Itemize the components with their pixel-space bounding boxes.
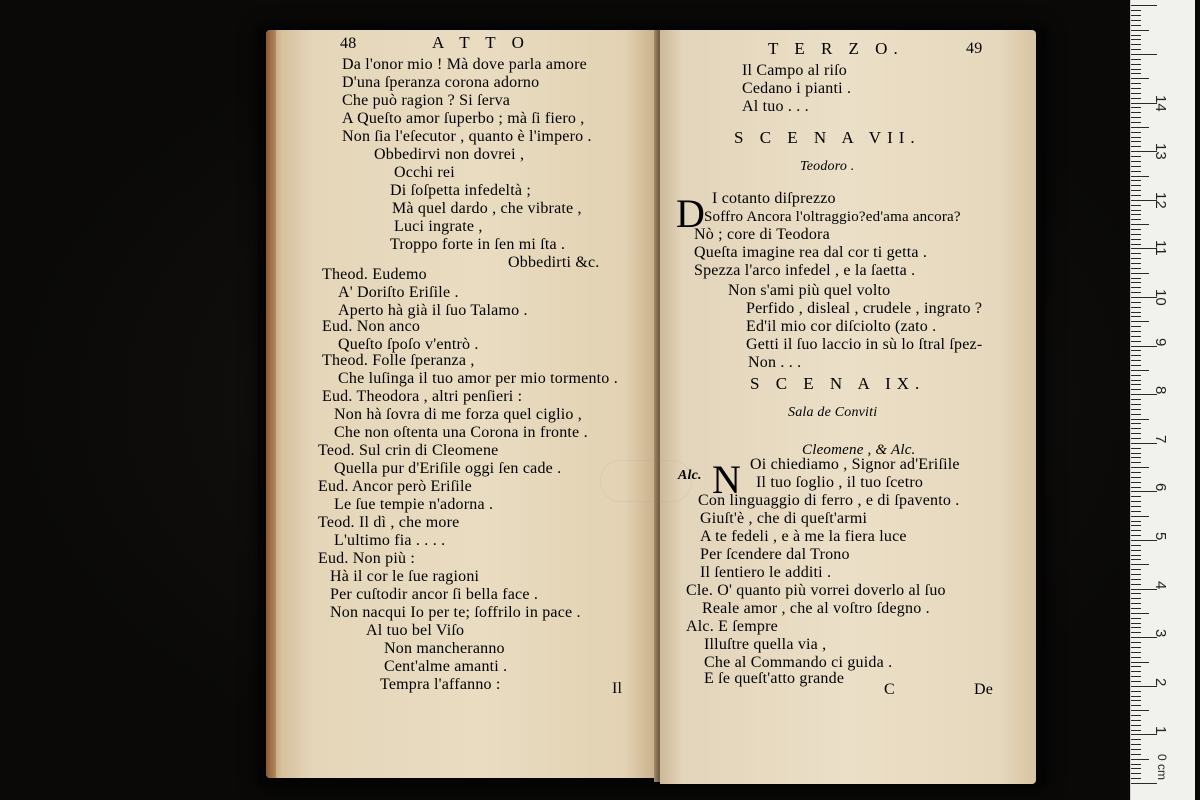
ruler-tick bbox=[1131, 389, 1141, 390]
signature-mark: C bbox=[884, 681, 895, 698]
left-page-line: Teod. Il dì , che more bbox=[318, 514, 460, 531]
ruler-tick bbox=[1131, 691, 1141, 692]
ruler-tick bbox=[1131, 73, 1141, 74]
ruler-tick bbox=[1131, 662, 1149, 663]
left-page-line: A Queſto amor ſuperbo ; mà ſi fiero , bbox=[342, 110, 585, 127]
ruler-tick bbox=[1131, 521, 1141, 522]
ruler-tick bbox=[1131, 564, 1149, 565]
ruler-tick bbox=[1131, 579, 1141, 580]
ruler-number: 11 bbox=[1152, 240, 1169, 256]
ruler-tick bbox=[1131, 219, 1141, 220]
ruler-tick bbox=[1131, 224, 1149, 225]
ruler-tick bbox=[1131, 287, 1141, 288]
ruler-number: 2 bbox=[1152, 677, 1169, 687]
ruler-tick bbox=[1131, 88, 1141, 89]
left-page-line: Aperto hà già il ſuo Talamo . bbox=[338, 302, 528, 319]
ruler-tick bbox=[1131, 258, 1141, 259]
ruler-tick bbox=[1131, 5, 1157, 6]
ruler-tick bbox=[1131, 141, 1141, 142]
ruler-tick bbox=[1131, 59, 1141, 60]
ruler-tick bbox=[1131, 511, 1141, 512]
ruler-tick bbox=[1131, 370, 1149, 371]
scene-9-line: Cle. O' quanto più vorrei doverlo al ſuo bbox=[686, 582, 946, 599]
left-page-line: Eud. Non anco bbox=[322, 318, 421, 335]
ruler-tick bbox=[1131, 477, 1141, 478]
left-page-line: Non hà ſovra di me forza quel ciglio , bbox=[334, 406, 582, 423]
left-page-line: Che può ragion ? Si ſerva bbox=[342, 92, 511, 109]
ruler-tick bbox=[1131, 185, 1141, 186]
ruler-tick bbox=[1131, 214, 1141, 215]
ruler-number: 8 bbox=[1152, 386, 1169, 395]
ruler-tick bbox=[1131, 336, 1141, 337]
ruler-tick bbox=[1131, 720, 1141, 721]
left-page-line: Hà il cor le ſue ragioni bbox=[330, 568, 480, 585]
scene-9-characters: Cleomene , & Alc. bbox=[802, 442, 916, 458]
ruler-tick bbox=[1131, 263, 1141, 264]
ruler-tick bbox=[1131, 462, 1141, 463]
scene-9-line: Reale amor , che al voſtro ſdegno . bbox=[702, 600, 930, 617]
scene-9-line: Per ſcendere dal Trono bbox=[700, 546, 850, 563]
ruler-tick bbox=[1131, 78, 1149, 79]
ruler-tick bbox=[1131, 234, 1141, 235]
left-page-line: Cent'alme amanti . bbox=[384, 658, 508, 675]
ruler-tick bbox=[1131, 414, 1141, 415]
ruler-tick bbox=[1131, 49, 1141, 50]
ruler-tick bbox=[1131, 161, 1141, 162]
ruler-tick bbox=[1131, 574, 1141, 575]
ruler-tick bbox=[1131, 409, 1141, 410]
left-page-line: L'ultimo fia . . . . bbox=[334, 532, 446, 549]
scene-7-line: Spezza l'arco infedel , e la ſaetta . bbox=[694, 262, 916, 279]
library-watermark bbox=[600, 460, 692, 502]
ruler-tick bbox=[1131, 783, 1157, 784]
left-page-line: Per cuſtodir ancor ſi bella face . bbox=[330, 586, 539, 603]
scene-9-line: Il tuo ſoglio , il tuo ſcetro bbox=[756, 474, 924, 491]
left-page-line: Tempra l'affanno : bbox=[380, 676, 501, 693]
right-page-line: Al tuo . . . bbox=[742, 98, 809, 115]
ruler-tick bbox=[1131, 453, 1141, 454]
left-running-head: A T T O bbox=[432, 33, 530, 52]
ruler-tick bbox=[1131, 768, 1141, 769]
ruler-tick bbox=[1131, 176, 1149, 177]
ruler-tick bbox=[1131, 355, 1141, 356]
ruler-tick bbox=[1131, 137, 1141, 138]
scene-9-line: Oi chiediamo , Signor ad'Eriſile bbox=[750, 456, 960, 473]
scene-9-setting: Sala de Conviti bbox=[788, 405, 878, 420]
ruler-tick bbox=[1131, 39, 1141, 40]
ruler-tick bbox=[1131, 734, 1157, 735]
scene-9-line: E ſe queſt'atto grande bbox=[704, 670, 845, 687]
left-page-line: Queſto ſpoſo v'entrò . bbox=[338, 336, 479, 353]
ruler-tick bbox=[1131, 316, 1141, 317]
ruler-tick bbox=[1131, 545, 1141, 546]
scene-9-line: Con linguaggio di ferro , e di ſpavento . bbox=[698, 492, 960, 509]
ruler-tick bbox=[1131, 491, 1157, 492]
ruler-tick bbox=[1131, 759, 1149, 760]
left-page-line: Non ſia l'eſecutor , quanto è l'impero . bbox=[342, 128, 592, 145]
ruler-tick bbox=[1131, 25, 1141, 26]
left-page-line: Le ſue tempie n'adorna . bbox=[334, 496, 494, 513]
ruler-tick bbox=[1131, 171, 1141, 172]
ruler-tick bbox=[1131, 569, 1141, 570]
left-page-line: Da l'onor mio ! Mà dove parla amore bbox=[342, 56, 587, 73]
ruler-tick bbox=[1131, 647, 1141, 648]
ruler-tick bbox=[1131, 618, 1141, 619]
ruler-tick bbox=[1131, 623, 1141, 624]
left-page-line: Theod. Eudemo bbox=[322, 266, 427, 283]
ruler-tick bbox=[1131, 438, 1141, 439]
scene-9-line: Illuſtre quella via , bbox=[704, 636, 827, 653]
ruler-tick bbox=[1131, 292, 1141, 293]
scene-9-line: Il ſentiero le additi . bbox=[700, 564, 832, 581]
ruler-tick bbox=[1131, 559, 1141, 560]
scene-7-title: S C E N A VII. bbox=[734, 128, 921, 147]
ruler-tick bbox=[1131, 700, 1141, 701]
ruler-tick bbox=[1131, 98, 1141, 99]
ruler-tick bbox=[1131, 268, 1141, 269]
ruler-tick bbox=[1131, 156, 1141, 157]
ruler-tick bbox=[1131, 472, 1141, 473]
scene-9-line: Giuſt'è , che di queſt'armi bbox=[700, 510, 868, 527]
ruler-number: 12 bbox=[1152, 191, 1169, 209]
ruler-tick bbox=[1131, 681, 1141, 682]
ruler-tick bbox=[1131, 117, 1141, 118]
ruler-tick bbox=[1131, 239, 1141, 240]
ruler-tick bbox=[1131, 501, 1141, 502]
left-page-line: Troppo forte in ſen mi ſta . bbox=[390, 236, 566, 253]
ruler-tick bbox=[1131, 676, 1141, 677]
ruler-tick bbox=[1131, 666, 1141, 667]
ruler-number: 7 bbox=[1152, 434, 1169, 444]
ruler-tick bbox=[1131, 180, 1141, 181]
ruler-tick bbox=[1131, 302, 1141, 303]
scene-9-line: A te fedeli , e à me la fiera luce bbox=[700, 528, 907, 545]
ruler-tick bbox=[1131, 448, 1141, 449]
scene-7-line: Perfido , disleal , crudele , ingrato ? bbox=[746, 300, 983, 317]
ruler-tick bbox=[1131, 627, 1141, 628]
ruler-tick bbox=[1131, 657, 1141, 658]
ruler-tick bbox=[1131, 730, 1141, 731]
ruler-tick bbox=[1131, 715, 1141, 716]
ruler-tick bbox=[1131, 603, 1141, 604]
ruler-tick bbox=[1131, 365, 1141, 366]
ruler-tick bbox=[1131, 166, 1141, 167]
left-page-line: Di ſoſpetta infedeltà ; bbox=[390, 182, 531, 199]
ruler-tick bbox=[1131, 744, 1141, 745]
ruler-tick bbox=[1131, 778, 1141, 779]
ruler-tick bbox=[1131, 326, 1141, 327]
ruler-tick bbox=[1131, 428, 1141, 429]
ruler-tick bbox=[1131, 146, 1141, 147]
ruler-tick bbox=[1131, 487, 1141, 488]
scene-9-speaker: Alc. bbox=[678, 468, 702, 483]
ruler-tick bbox=[1131, 44, 1141, 45]
ruler-tick bbox=[1131, 253, 1141, 254]
ruler-number: 9 bbox=[1152, 337, 1169, 346]
ruler-tick bbox=[1131, 30, 1149, 31]
ruler-zero-label: 0 cm bbox=[1155, 754, 1169, 781]
ruler-tick bbox=[1131, 35, 1141, 36]
ruler-tick bbox=[1131, 457, 1141, 458]
ruler-tick bbox=[1131, 598, 1141, 599]
ruler-tick bbox=[1131, 419, 1149, 420]
ruler-number: 6 bbox=[1152, 483, 1169, 492]
ruler-tick bbox=[1131, 632, 1141, 633]
ruler-tick bbox=[1131, 341, 1141, 342]
ruler-tick bbox=[1131, 107, 1141, 108]
scene-9-title: S C E N A IX. bbox=[750, 374, 926, 393]
ruler-tick bbox=[1131, 696, 1141, 697]
ruler-tick bbox=[1131, 132, 1141, 133]
left-page-line: Teod. Sul crin di Cleomene bbox=[318, 442, 499, 459]
left-page-line: A' Doriſto Eriſile . bbox=[338, 284, 459, 301]
left-page-line: Obbedirvi non dovrei , bbox=[374, 146, 525, 163]
ruler-tick bbox=[1131, 433, 1141, 434]
ruler-tick bbox=[1131, 360, 1141, 361]
scene-7-line: Non s'ami più quel volto bbox=[728, 282, 891, 299]
right-page-number: 49 bbox=[966, 40, 983, 57]
left-page-number: 48 bbox=[340, 35, 357, 52]
ruler-tick bbox=[1131, 307, 1141, 308]
scene-7-character: Teodoro . bbox=[800, 159, 855, 174]
ruler-tick bbox=[1131, 399, 1141, 400]
ruler-tick bbox=[1131, 93, 1141, 94]
ruler-tick bbox=[1131, 725, 1141, 726]
ruler-tick bbox=[1131, 530, 1141, 531]
scene-7-line: I cotanto diſprezzo bbox=[712, 190, 836, 207]
ruler-tick bbox=[1131, 69, 1141, 70]
left-page-line: Non nacqui Io per te; ſoffrilo in pace . bbox=[330, 604, 581, 621]
right-page-line: Il Campo al riſo bbox=[742, 62, 847, 79]
ruler-tick bbox=[1131, 482, 1141, 483]
ruler-tick bbox=[1131, 525, 1141, 526]
left-catchword: Il bbox=[612, 680, 623, 697]
ruler-tick bbox=[1131, 278, 1141, 279]
ruler-tick bbox=[1131, 404, 1141, 405]
ruler-tick bbox=[1131, 384, 1141, 385]
ruler-tick bbox=[1131, 550, 1141, 551]
ruler-tick bbox=[1131, 535, 1141, 536]
ruler-number: 4 bbox=[1152, 580, 1169, 589]
left-page-line: Che non oſtenta una Corona in fronte . bbox=[334, 424, 588, 441]
ruler-tick bbox=[1131, 54, 1157, 55]
scene-9-line: Alc. E ſempre bbox=[686, 618, 778, 635]
ruler-tick bbox=[1131, 312, 1141, 313]
measurement-ruler bbox=[1130, 0, 1195, 800]
ruler-tick bbox=[1131, 613, 1149, 614]
ruler-number: 5 bbox=[1152, 532, 1169, 541]
scene-7-initial: D bbox=[676, 191, 705, 236]
ruler-tick bbox=[1131, 210, 1141, 211]
left-page-line: Occhi rei bbox=[394, 164, 455, 181]
scene-7-line: Queſta imagine rea dal cor ti getta . bbox=[694, 244, 928, 261]
scene-9-initial: N bbox=[712, 457, 741, 502]
ruler-tick bbox=[1131, 749, 1141, 750]
ruler-tick bbox=[1131, 282, 1141, 283]
ruler-tick bbox=[1131, 112, 1141, 113]
ruler-tick bbox=[1131, 350, 1141, 351]
ruler-tick bbox=[1131, 190, 1141, 191]
ruler-tick bbox=[1131, 506, 1141, 507]
ruler-tick bbox=[1131, 467, 1149, 468]
scene-7-line: Soffro Ancora l'oltraggio?ed'ama ancora? bbox=[704, 209, 961, 225]
left-page-line: Eud. Theodora , altri penſieri : bbox=[322, 388, 523, 405]
ruler-number: 3 bbox=[1152, 629, 1169, 638]
ruler-tick bbox=[1131, 244, 1141, 245]
left-page-line: Al tuo bel Viſo bbox=[366, 622, 465, 639]
ruler-tick bbox=[1131, 205, 1141, 206]
right-page-line: Cedano i pianti . bbox=[742, 80, 852, 97]
ruler-tick bbox=[1131, 331, 1141, 332]
ruler-tick bbox=[1131, 516, 1149, 517]
left-page-line: Mà quel dardo , che vibrate , bbox=[392, 200, 582, 217]
scene-9-line: Che al Commando ci guida . bbox=[704, 654, 893, 671]
left-page-line: D'una ſperanza corona adorno bbox=[342, 74, 540, 91]
scene-7-line: Getti il ſuo laccio in sù lo ſtral ſpez- bbox=[746, 336, 983, 353]
ruler-number: 1 bbox=[1152, 726, 1169, 735]
ruler-tick bbox=[1131, 273, 1149, 274]
left-page-line: Che luſinga il tuo amor per mio tormento . bbox=[338, 370, 618, 387]
ruler-number: 10 bbox=[1152, 289, 1169, 306]
left-page-line: Eud. Ancor però Eriſile bbox=[318, 478, 472, 495]
ruler-number: 13 bbox=[1152, 143, 1169, 160]
ruler-tick bbox=[1131, 423, 1141, 424]
left-page-line: Quella pur d'Eriſile oggi ſen cade . bbox=[334, 460, 562, 477]
ruler-tick bbox=[1131, 739, 1141, 740]
left-page-line: Obbedirti &c. bbox=[508, 254, 600, 271]
right-running-head: T E R Z O. bbox=[768, 39, 904, 58]
ruler-tick bbox=[1131, 375, 1141, 376]
ruler-tick bbox=[1131, 15, 1141, 16]
ruler-tick bbox=[1131, 83, 1141, 84]
ruler-tick bbox=[1131, 64, 1141, 65]
ruler-tick bbox=[1131, 652, 1141, 653]
right-catchword: De bbox=[974, 681, 994, 698]
ruler-tick bbox=[1131, 671, 1141, 672]
ruler-tick bbox=[1131, 555, 1141, 556]
ruler-tick bbox=[1131, 127, 1149, 128]
ruler-tick bbox=[1131, 229, 1141, 230]
ruler-tick bbox=[1131, 773, 1141, 774]
ruler-tick bbox=[1131, 122, 1141, 123]
left-page-line: Eud. Non più : bbox=[318, 550, 416, 567]
scene-7-line: Ed'il mio cor diſciolto (zato . bbox=[746, 318, 937, 335]
ruler-tick bbox=[1131, 195, 1141, 196]
ruler-tick bbox=[1131, 496, 1141, 497]
left-page-line: Non mancheranno bbox=[384, 640, 505, 657]
ruler-tick bbox=[1131, 584, 1141, 585]
ruler-tick bbox=[1131, 642, 1141, 643]
ruler-tick bbox=[1131, 380, 1141, 381]
ruler-tick bbox=[1131, 20, 1141, 21]
ruler-number: 14 bbox=[1152, 94, 1169, 112]
ruler-tick bbox=[1131, 754, 1141, 755]
ruler-tick bbox=[1131, 710, 1149, 711]
ruler-tick bbox=[1131, 608, 1141, 609]
scene-7-line: Non . . . bbox=[748, 354, 802, 371]
ruler-tick bbox=[1131, 321, 1149, 322]
left-page-line: Luci ingrate , bbox=[394, 218, 483, 235]
ruler-tick bbox=[1131, 593, 1141, 594]
scene-7-line: Nò ; core di Teodora bbox=[694, 226, 830, 243]
ruler-tick bbox=[1131, 10, 1141, 11]
ruler-tick bbox=[1131, 705, 1141, 706]
left-page-line: Theod. Folle ſperanza , bbox=[322, 352, 475, 369]
ruler-tick bbox=[1131, 764, 1141, 765]
